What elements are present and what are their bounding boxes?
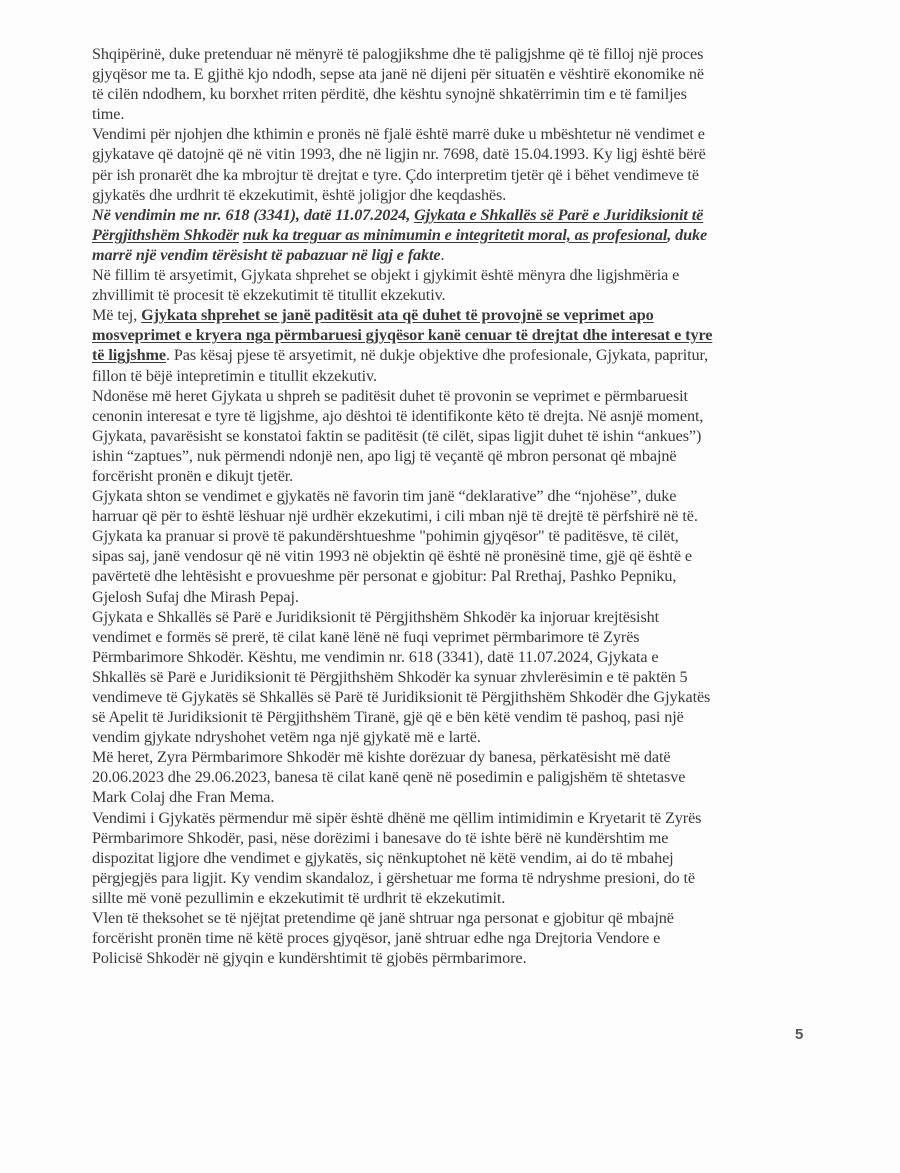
- text-run: vendim gjykate ndryshohet vetëm nga një gjykatë më e lartë.: [92, 728, 481, 747]
- text-line: [92, 325, 794, 345]
- text-line: [92, 627, 794, 647]
- text-run: gjykatave që datojnë që në vitin 1993, dhe në ligjin nr. 7698, datë 15.04.1993. Ky ligj është bërë: [92, 145, 706, 164]
- text-line: [92, 466, 794, 486]
- text-line: [92, 104, 794, 124]
- text-run: forcërisht pronën time në këtë proces gjyqësor, janë shtruar edhe nga Drejtoria Vendore e: [92, 929, 661, 948]
- text-line: [92, 566, 794, 586]
- text-run: Përmbarimore Shkodër, pasi, nëse dorëzimi i banesave do të ishte bërë në kundërshtim me: [92, 828, 669, 847]
- text-line: [92, 707, 794, 727]
- text-run: të cilën ndodhem, ku borxhet rriten përditë, dhe kështu synojnë shkatërrimin tim e të familjes: [92, 85, 687, 104]
- text-line: [92, 908, 794, 928]
- text-run: përgjegjës para ligjit. Ky vendim skandaloz, i gërshetuar me forma të ndryshme presioni, do të: [92, 868, 696, 887]
- text-line: [92, 587, 794, 607]
- text-run: Përmbarimore Shkodër. Kështu, me vendimin nr. 618 (3341), datë 11.07.2024, Gjykata e: [92, 647, 659, 666]
- text-run: sillte më vonë pezullimin e ekzekutimit të urdhrit të ekzekutimit.: [92, 888, 506, 907]
- text-run: Mark Colaj dhe Fran Mema.: [92, 788, 275, 807]
- text-run: për ish pronarët dhe ka mbrojtur të drejtat e tyre. Çdo interpretim tjetër që i bëhet vendimeve të: [92, 165, 699, 184]
- text-line: [92, 245, 794, 265]
- text-run: së Apelit të Juridiksionit të Përgjithshëm Tiranë, gjë që e bën këtë vendim të pashoq, pasi një: [92, 708, 684, 727]
- text-line: [92, 406, 794, 426]
- text-line: [92, 366, 794, 386]
- text-line: [92, 144, 794, 164]
- text-line: [92, 345, 794, 365]
- text-line: [92, 84, 794, 104]
- text-line: [92, 506, 794, 526]
- text-line: [92, 265, 794, 285]
- text-line: [92, 607, 794, 627]
- emphasized-text-run: Gjykata shprehet se janë paditësit ata që duhet të provojnë se veprimet apo: [141, 306, 654, 325]
- text-run: vendimet e formës së prerë, të cilat kanë lënë në fuqi veprimet përmbarimore të Zyrës: [92, 627, 640, 646]
- text-run: Policisë Shkodër në gjyqin e kundërshtimit të gjobës përmbarimore.: [92, 949, 527, 968]
- text-line: [92, 205, 794, 225]
- text-line: [92, 124, 794, 144]
- text-run: fillon të bëjë intepretimin e titullit ekzekutiv.: [92, 366, 377, 385]
- text-run: zhvillimit të procesit të ekzekutimit të titullit ekzekutiv.: [92, 286, 446, 305]
- text-line: [92, 426, 794, 446]
- text-line: [92, 667, 794, 687]
- text-run: Gjykata, pavarësisht se konstatoi faktin se paditësit (të cilët, sipas ligjit duhet të ishin “ankues”): [92, 426, 702, 445]
- document-body-text: [92, 44, 794, 968]
- text-line: [92, 44, 794, 64]
- text-line: [92, 225, 794, 245]
- emphasized-text-run: nuk ka treguar as minimumin e integritetit moral, as profesional: [242, 225, 668, 244]
- text-line: [92, 165, 794, 185]
- text-run: pavërtetë dhe lehtësisht e provueshme për personat e gjobitur: Pal Rrethaj, Pashko Pepniku,: [92, 567, 677, 586]
- page-number: 5: [795, 1026, 804, 1043]
- text-run: Shkallës së Parë e Juridiksionit të Përgjithshëm Shkodër ka synuar zhvlerësimin e të paktën 5: [92, 667, 688, 686]
- emphasized-text-run: mosveprimet e kryera nga përmbaruesi gjyqësor kanë cenuar të drejtat dhe interesat e tyre: [92, 326, 713, 345]
- text-line: [92, 526, 794, 546]
- text-run: 20.06.2023 dhe 29.06.2023, banesa të cilat kanë qenë në posedimin e paligjshëm të shtetasve: [92, 768, 686, 787]
- emphasized-text-run: , duke: [667, 225, 708, 244]
- text-line: [92, 848, 794, 868]
- emphasized-text-run: marrë një vendim tërësisht të pabazuar në ligj e fakte: [92, 245, 441, 264]
- text-run: Gjykata shton se vendimet e gjykatës në favorin tim janë “deklarative” dhe “njohëse”, duke: [92, 487, 677, 506]
- text-run: vendimeve të Gjykatës së Shkallës së Parë të Juridiksionit të Përgjithshëm Shkodër dhe Gjykatës: [92, 688, 711, 706]
- text-run: forcërisht pronën e dikujt tjetër.: [92, 466, 294, 485]
- text-run: .: [440, 245, 445, 264]
- text-line: [92, 185, 794, 205]
- text-run: Vendimi i Gjykatës përmendur më sipër është dhënë me qëllim intimidimin e Kryetarit të Zyrës: [92, 808, 702, 827]
- text-line: [92, 767, 794, 787]
- text-run: Gjykata ka pranuar si provë të pakundërshtueshme "pohimin gjyqësor" të paditësve, të cilët,: [92, 527, 679, 546]
- text-line: [92, 808, 794, 828]
- text-run: gjyqësor me ta. E gjithë kjo ndodh, sepse ata janë në dijeni për situatën e vështirë ekonomike në: [92, 65, 704, 84]
- text-line: [92, 828, 794, 848]
- text-run: Në fillim të arsyetimit, Gjykata shprehet se objekt i gjykimit është mënyra dhe ligjshmëria e: [92, 266, 680, 285]
- text-run: harruar që për to është lëshuar një urdhër ekzekutimi, i cili mban një të drejtë të përfshirë në të.: [92, 507, 698, 526]
- text-run: . Pas kësaj pjese të arsyetimit, në dukje objektive dhe profesionale, Gjykata, papritur,: [165, 346, 709, 365]
- emphasized-text-run: Përgjithshëm Shkodër: [92, 225, 239, 244]
- text-run: Gjykata e Shkallës së Parë e Juridiksionit të Përgjithshëm Shkodër ka injoruar krejtësisht: [92, 607, 660, 626]
- text-line: [92, 787, 794, 807]
- text-line: [92, 888, 794, 908]
- text-line: [92, 687, 794, 707]
- text-run: sipas saj, janë vendosur që në vitin 1993 në objektin që është në pronësinë time, gjë që është e: [92, 547, 692, 566]
- text-run: cenonin interesat e tyre të ligjshme, ajo dështoi të identifikonte këto të drejta. Në asnjë moment,: [92, 406, 704, 425]
- text-line: [92, 446, 794, 466]
- text-run: Vlen të theksohet se të njëjtat pretendime që janë shtruar nga personat e gjobitur që mbajnë: [92, 909, 674, 928]
- text-run: time.: [92, 105, 125, 124]
- text-run: Gjelosh Sufaj dhe Mirash Pepaj.: [92, 587, 299, 606]
- text-line: [92, 727, 794, 747]
- text-run: Më heret, Zyra Përmbarimore Shkodër më kishte dorëzuar dy banesa, përkatësisht më datë: [92, 748, 671, 767]
- emphasized-text-run: të ligjshme: [92, 346, 166, 365]
- text-line: [92, 546, 794, 566]
- text-line: [92, 868, 794, 888]
- text-line: [92, 305, 794, 325]
- text-run: gjykatës dhe urdhrit të ekzekutimit, është joligjor dhe keqdashës.: [92, 185, 507, 204]
- text-line: [92, 64, 794, 84]
- text-line: [92, 647, 794, 667]
- emphasized-text-run: Gjykata e Shkallës së Parë e Juridiksionit të: [414, 205, 704, 224]
- text-run: Më tej,: [92, 306, 142, 325]
- text-line: [92, 928, 794, 948]
- text-line: [92, 486, 794, 506]
- text-line: [92, 386, 794, 406]
- text-run: Ndonëse më heret Gjykata u shpreh se paditësit duhet të provonin se veprimet e përmbaruesit: [92, 386, 688, 405]
- text-run: dispozitat ligjore dhe vendimet e gjykatës, siç nënkuptohet në këtë vendim, ai do të mbahej: [92, 848, 674, 867]
- text-run: Vendimi për njohjen dhe kthimin e pronës në fjalë është marrë duke u mbështetur në vendimet e: [92, 125, 705, 144]
- text-line: [92, 747, 794, 767]
- emphasized-text-run: Në vendimin me nr. 618 (3341), datë 11.07.2024,: [92, 205, 415, 224]
- text-line: [92, 948, 794, 968]
- text-run: Shqipërinë, duke pretenduar në mënyrë të palogjikshme dhe të paligjshme që të filloj një proces: [92, 45, 704, 63]
- text-line: [92, 285, 794, 305]
- text-run: ishin “zaptues”, nuk përmendi ndonjë nen, apo ligj të veçantë që mbron personat që mbajnë: [92, 446, 677, 465]
